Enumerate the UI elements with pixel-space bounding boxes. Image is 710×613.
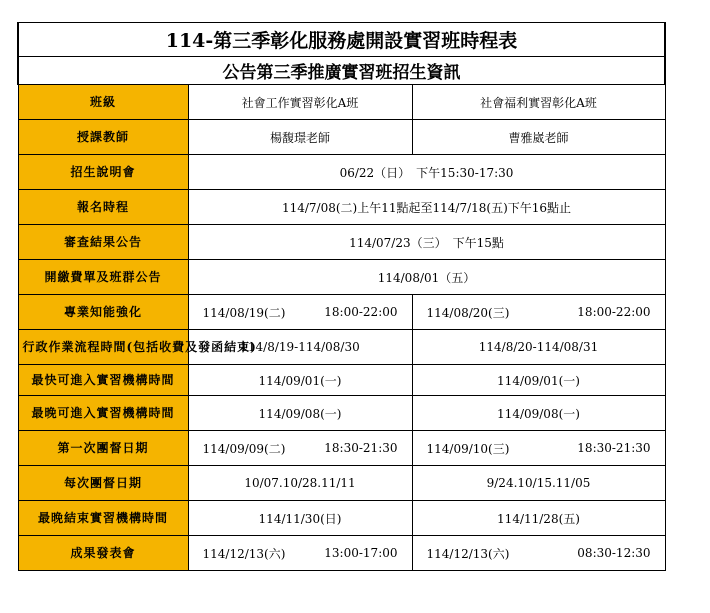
signup-value: 114/7/08(二)上午11點起至114/7/18(五)下午16點止	[188, 190, 665, 225]
row-label-first-supervision: 第一次團督日期	[18, 431, 188, 466]
review-value: 114/07/23（三） 下午15點	[188, 225, 665, 260]
first-supervision-b	[412, 431, 665, 466]
row-admin	[18, 330, 665, 365]
presentation-a	[188, 536, 412, 571]
title-row	[18, 23, 665, 57]
row-label-review: 審查結果公告	[18, 225, 188, 260]
row-class	[18, 85, 665, 120]
row-label-teacher: 授課教師	[18, 120, 188, 155]
latest-end-b: 114/11/28(五)	[412, 501, 665, 536]
row-signup	[18, 190, 665, 225]
earliest-b: 114/09/01(一)	[412, 365, 665, 396]
row-payment	[18, 260, 665, 295]
row-first-supervision	[18, 431, 665, 466]
row-label-signup: 報名時程	[18, 190, 188, 225]
row-knowledge	[18, 295, 665, 330]
presentation-b-date: 114/12/13(六)	[426, 546, 510, 561]
row-label-class: 班級	[18, 85, 188, 120]
latest-a: 114/09/08(一)	[188, 396, 412, 431]
row-review	[18, 225, 665, 260]
knowledge-a	[188, 295, 412, 330]
row-teacher	[18, 120, 665, 155]
row-label-latest-end: 最晚結束實習機構時間	[18, 501, 188, 536]
admin-a: 114/8/19-114/08/30	[188, 330, 412, 365]
presentation-a-time: 13:00-17:00	[324, 546, 398, 560]
first-supervision-a-time: 18:30-21:30	[324, 441, 398, 455]
row-label-payment: 開繳費單及班群公告	[18, 260, 188, 295]
knowledge-b-time: 18:00-22:00	[577, 305, 651, 319]
row-label-latest: 最晚可進入實習機構時間	[18, 396, 188, 431]
row-label-earliest: 最快可進入實習機構時間	[18, 365, 188, 396]
row-briefing	[18, 155, 665, 190]
presentation-a-date: 114/12/13(六)	[202, 546, 286, 561]
earliest-a: 114/09/01(一)	[188, 365, 412, 396]
subtitle-row	[18, 57, 665, 85]
knowledge-b	[412, 295, 665, 330]
knowledge-b-date: 114/08/20(三)	[426, 305, 510, 320]
teacher-a: 楊馥璟老師	[188, 120, 412, 155]
knowledge-a-date: 114/08/19(二)	[202, 305, 286, 320]
row-earliest	[18, 365, 665, 396]
row-label-presentation: 成果發表會	[18, 536, 188, 571]
class-b: 社會福利實習彰化A班	[412, 85, 665, 120]
row-label-knowledge: 專業知能強化	[18, 295, 188, 330]
first-supervision-a-date: 114/09/09(二)	[202, 441, 286, 456]
first-supervision-b-time: 18:30-21:30	[577, 441, 651, 455]
first-supervision-a	[188, 431, 412, 466]
admin-b: 114/8/20-114/08/31	[412, 330, 665, 365]
first-supervision-b-date: 114/09/10(三)	[426, 441, 510, 456]
row-label-each-supervision: 每次團督日期	[18, 466, 188, 501]
briefing-value: 06/22（日） 下午15:30-17:30	[188, 155, 665, 190]
schedule-table	[17, 22, 666, 571]
latest-b: 114/09/08(一)	[412, 396, 665, 431]
presentation-b-time: 08:30-12:30	[577, 546, 651, 560]
class-a: 社會工作實習彰化A班	[188, 85, 412, 120]
page-title: 114-第三季彰化服務處開設實習班時程表	[18, 23, 665, 57]
row-latest-end	[18, 501, 665, 536]
teacher-b: 曹雅崴老師	[412, 120, 665, 155]
payment-value: 114/08/01（五）	[188, 260, 665, 295]
latest-end-a: 114/11/30(日)	[188, 501, 412, 536]
row-presentation	[18, 536, 665, 571]
row-label-briefing: 招生說明會	[18, 155, 188, 190]
each-supervision-b: 9/24.10/15.11/05	[412, 466, 665, 501]
row-latest	[18, 396, 665, 431]
page-subtitle: 公告第三季推廣實習班招生資訊	[18, 57, 665, 85]
presentation-b	[412, 536, 665, 571]
knowledge-a-time: 18:00-22:00	[324, 305, 398, 319]
row-each-supervision	[18, 466, 665, 501]
each-supervision-a: 10/07.10/28.11/11	[188, 466, 412, 501]
row-label-admin: 行政作業流程時間(包括收費及發函結束)	[18, 330, 188, 365]
